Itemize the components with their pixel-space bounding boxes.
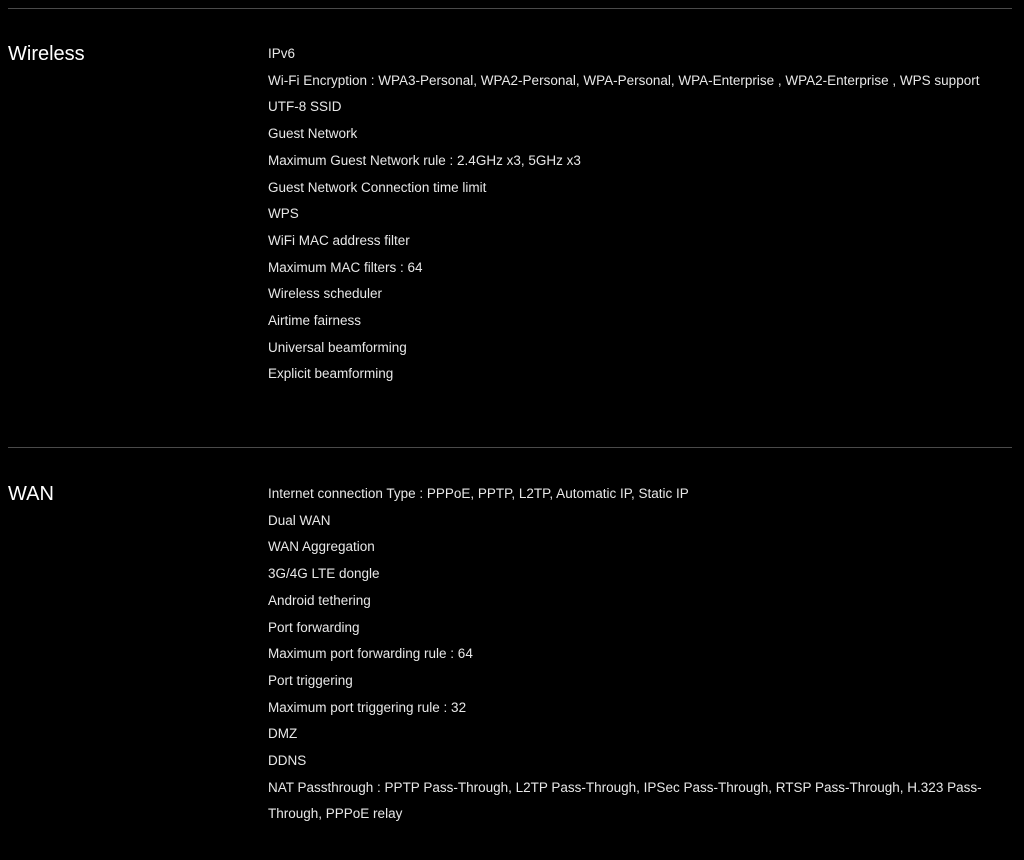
spec-item: Universal beamforming	[268, 339, 407, 355]
spec-item: Airtime fairness	[268, 313, 362, 329]
spec-item: DMZ	[268, 726, 298, 742]
spec-item: Wi-Fi Encryption : WPA3-Personal, WPA2-Personal, WPA-Personal, WPA-Enterprise , WPA2-Enterprise , WPS support	[268, 72, 980, 88]
spec-item: Maximum port forwarding rule : 64	[268, 646, 473, 662]
section-title-wan: WAN	[8, 483, 54, 505]
spec-item: 3G/4G LTE dongle	[268, 566, 380, 582]
spec-item: Port triggering	[268, 672, 353, 688]
spec-item: Wireless scheduler	[268, 286, 383, 302]
spec-item: WPS	[268, 206, 299, 222]
spec-item: Maximum Guest Network rule : 2.4GHz x3, 5GHz x3	[268, 152, 581, 168]
spec-item: WiFi MAC address filter	[268, 232, 410, 248]
spec-item: DDNS	[268, 753, 307, 769]
spec-item: NAT Passthrough : PPTP Pass-Through, L2TP Pass-Through, IPSec Pass-Through, RTSP Pass-Through, H.323 Pass-Through, PPPoE relay	[268, 779, 982, 822]
spec-item: Guest Network	[268, 126, 358, 142]
section-divider	[8, 447, 1012, 448]
spec-item: Explicit beamforming	[268, 366, 394, 382]
top-divider	[8, 8, 1012, 9]
wireless-spec-list	[268, 41, 998, 388]
spec-item: Port forwarding	[268, 619, 360, 635]
wan-spec-list	[268, 481, 998, 828]
spec-item: Dual WAN	[268, 512, 331, 528]
spec-item: Maximum MAC filters : 64	[268, 259, 423, 275]
section-title-wireless: Wireless	[8, 43, 85, 65]
spec-item: IPv6	[268, 46, 296, 61]
spec-item: Internet connection Type : PPPoE, PPTP, L2TP, Automatic IP, Static IP	[268, 486, 689, 501]
spec-item: UTF-8 SSID	[268, 99, 342, 115]
spec-item: Maximum port triggering rule : 32	[268, 699, 467, 715]
spec-item: WAN Aggregation	[268, 539, 375, 555]
spec-item: Guest Network Connection time limit	[268, 179, 487, 195]
spec-item: Android tethering	[268, 592, 371, 608]
